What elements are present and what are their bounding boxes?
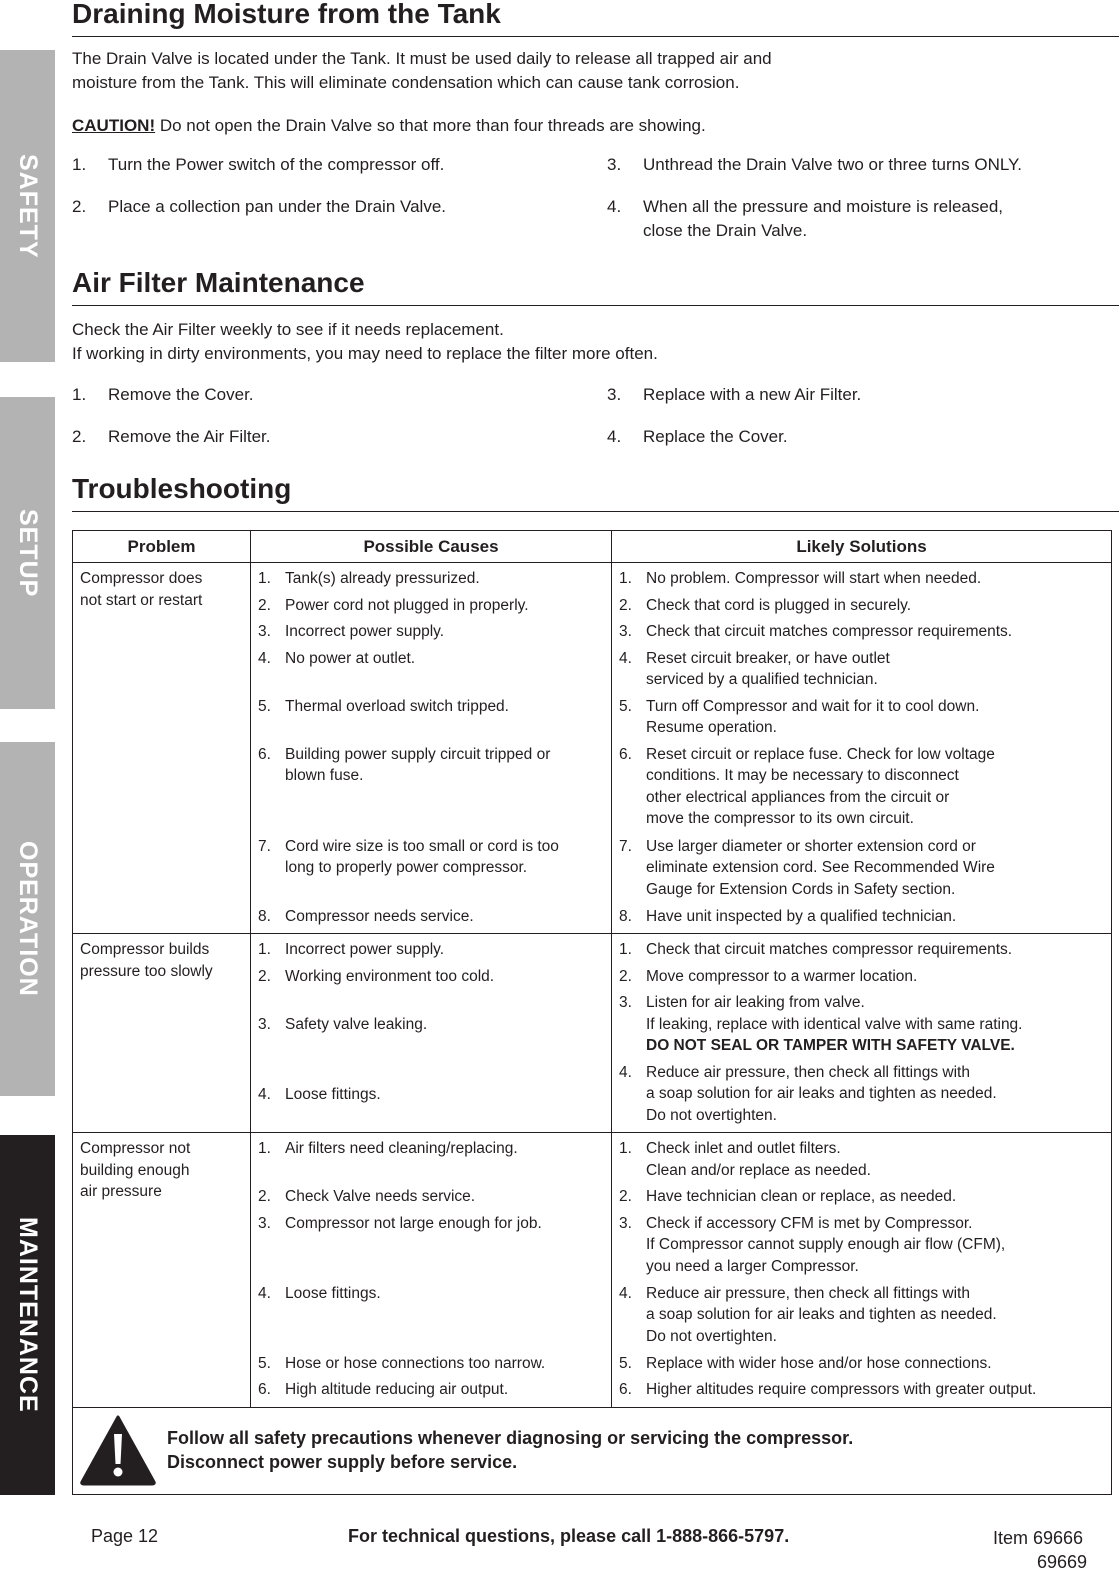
tab-setup-label: SETUP xyxy=(14,508,42,598)
item-text: Working environment too cold. xyxy=(285,967,495,985)
cause-item xyxy=(258,1186,605,1208)
item-num: 6. xyxy=(619,745,632,763)
cause-item xyxy=(258,1138,605,1186)
item-text: Higher altitudes require compressors with greater output. xyxy=(646,1381,1037,1398)
item-line: other electrical appliances from the circuit or xyxy=(646,788,950,806)
item-text: Compressor not large enough for job. xyxy=(285,1214,542,1232)
item-num: 6. xyxy=(258,1381,271,1398)
cause-item xyxy=(258,1213,605,1283)
item-text: Compressor needs service. xyxy=(285,907,474,925)
item-text: Thermal overload switch tripped. xyxy=(285,697,509,715)
item-line: Reset circuit or replace fuse. Check for low voltage xyxy=(646,745,995,763)
drain-step-1-num: 1. xyxy=(72,155,87,174)
draining-intro xyxy=(72,47,772,95)
item-text: Have technician clean or replace, as needed. xyxy=(646,1188,957,1205)
filter-step-2 xyxy=(72,425,271,449)
item-line: a soap solution for air leaks and tighten as needed. xyxy=(646,1085,997,1102)
problem-cell xyxy=(73,563,251,934)
item-text: Check that cord is plugged in securely. xyxy=(646,596,912,614)
item-num: 4. xyxy=(258,649,271,667)
tab-operation-label: OPERATION xyxy=(14,841,42,997)
item-num: 5. xyxy=(619,1354,632,1372)
causes-cell xyxy=(251,934,612,1133)
solution-item xyxy=(619,595,1105,617)
solution-item xyxy=(619,836,1105,906)
item-line: blown fuse. xyxy=(285,767,364,784)
caution-label: CAUTION! xyxy=(72,116,156,135)
item-num: 3. xyxy=(258,623,271,640)
solution-item xyxy=(619,939,1105,961)
item-line: DO NOT SEAL OR TAMPER WITH SAFETY VALVE. xyxy=(646,1037,1015,1054)
tab-safety-label: SAFETY xyxy=(14,153,42,259)
item-num: 1. xyxy=(619,570,632,587)
item-num: 8. xyxy=(258,907,271,925)
filter-step-2-num: 2. xyxy=(72,427,87,446)
solution-item xyxy=(619,744,1105,836)
warning-cell xyxy=(73,1407,1112,1494)
item-line: a soap solution for air leaks and tighten as needed. xyxy=(646,1306,997,1323)
item-line: If leaking, replace with identical valve with same rating. xyxy=(646,1015,1023,1033)
problem-cell xyxy=(73,1133,251,1408)
item-line: Check inlet and outlet filters. xyxy=(646,1140,841,1157)
filter-step-1 xyxy=(72,383,254,407)
warning-box xyxy=(79,1414,1105,1486)
air-filter-intro xyxy=(72,318,658,366)
warning-text xyxy=(167,1426,853,1474)
cause-item xyxy=(258,1014,605,1084)
item-text: Loose fittings. xyxy=(285,1086,381,1103)
drain-step-1-text: Turn the Power switch of the compressor off. xyxy=(108,155,445,174)
cause-item xyxy=(258,696,605,744)
draining-heading: Draining Moisture from the Tank xyxy=(72,0,1119,37)
solution-item xyxy=(619,621,1105,643)
header-problem: Problem xyxy=(73,531,251,563)
warning-row xyxy=(73,1407,1112,1494)
item-text: Safety valve leaking. xyxy=(285,1016,428,1033)
item-text: Have unit inspected by a qualified technician. xyxy=(646,907,957,925)
problem-line: not start or restart xyxy=(80,591,203,609)
drain-step-2-text: Place a collection pan under the Drain Valve. xyxy=(108,197,446,216)
filter-step-1-text: Remove the Cover. xyxy=(108,385,254,404)
troubleshooting-heading: Troubleshooting xyxy=(72,473,1119,512)
solution-item xyxy=(619,906,1105,928)
item-line: Listen for air leaking from valve. xyxy=(646,994,865,1011)
tab-maintenance-label: MAINTENANCE xyxy=(14,1217,42,1413)
item-num: 2. xyxy=(619,596,632,614)
causes-cell xyxy=(251,563,612,934)
header-causes: Possible Causes xyxy=(251,531,612,563)
item-num: 7. xyxy=(258,837,271,855)
item-num: 4. xyxy=(619,1063,632,1081)
item-num: 1. xyxy=(258,1140,271,1157)
solution-item xyxy=(619,696,1105,744)
item-text: Power cord not plugged in properly. xyxy=(285,596,529,614)
cause-item xyxy=(258,1353,605,1375)
item-text: Loose fittings. xyxy=(285,1284,381,1302)
item-num: 2. xyxy=(258,1188,271,1205)
filter-step-3 xyxy=(607,383,1107,407)
solution-item xyxy=(619,1283,1105,1353)
item-num: 3. xyxy=(258,1214,271,1232)
table-row xyxy=(73,1133,1112,1408)
item-line: you need a larger Compressor. xyxy=(646,1257,859,1275)
item-number-line2: 69669 xyxy=(1037,1552,1088,1572)
item-text: Check that circuit matches compressor requirements. xyxy=(646,941,1013,958)
item-num: 1. xyxy=(258,570,271,587)
drain-step-4-num: 4. xyxy=(607,197,622,216)
item-line: Use larger diameter or shorter extension cord or xyxy=(646,837,976,855)
drain-step-4-line2: close the Drain Valve. xyxy=(643,221,808,240)
item-text: Replace with wider hose and/or hose connections. xyxy=(646,1354,992,1372)
item-num: 8. xyxy=(619,907,632,925)
draining-intro-line2: moisture from the Tank. This will eliminate condensation which can cause tank corrosion. xyxy=(72,73,740,92)
drain-step-2-num: 2. xyxy=(72,197,87,216)
item-num: 1. xyxy=(619,941,632,958)
item-text: Air filters need cleaning/replacing. xyxy=(285,1140,518,1157)
tech-support-line: For technical questions, please call 1-888-866-5797. xyxy=(348,1526,790,1546)
causes-cell xyxy=(251,1133,612,1408)
item-line: If Compressor cannot supply enough air flow (CFM), xyxy=(646,1236,1006,1253)
drain-step-3-text: Unthread the Drain Valve two or three turns ONLY. xyxy=(643,155,1022,174)
item-line: Gauge for Extension Cords in Safety section. xyxy=(646,880,956,898)
solutions-cell xyxy=(612,563,1112,934)
troubleshooting-table xyxy=(72,530,1112,1495)
item-num: 3. xyxy=(258,1016,271,1033)
item-line: serviced by a qualified technician. xyxy=(646,671,878,688)
item-num: 5. xyxy=(258,1354,271,1372)
filter-step-1-num: 1. xyxy=(72,385,87,404)
problem-line: pressure too slowly xyxy=(80,962,213,980)
item-num: 5. xyxy=(619,697,632,715)
item-num: 6. xyxy=(258,745,271,763)
solution-item xyxy=(619,1213,1105,1283)
cause-item xyxy=(258,568,605,590)
item-num: 3. xyxy=(619,994,632,1011)
cause-item xyxy=(258,966,605,988)
item-text: Move compressor to a warmer location. xyxy=(646,967,918,985)
cause-item xyxy=(258,621,605,643)
cause-item xyxy=(258,744,605,836)
item-text: Hose or hose connections too narrow. xyxy=(285,1354,546,1372)
table-header-row xyxy=(73,531,1112,563)
tab-operation xyxy=(0,742,55,1096)
problem-line: building enough xyxy=(80,1161,190,1179)
filter-step-4 xyxy=(607,425,1107,449)
solution-item xyxy=(619,568,1105,590)
tab-safety xyxy=(0,50,55,362)
item-text: No power at outlet. xyxy=(285,649,416,667)
problem-line: Compressor builds xyxy=(80,941,210,958)
item-text: Incorrect power supply. xyxy=(285,941,445,958)
item-num: 2. xyxy=(258,967,271,985)
item-num: 6. xyxy=(619,1381,632,1398)
solution-item xyxy=(619,648,1105,696)
item-line: Reset circuit breaker, or have outlet xyxy=(646,649,890,667)
solutions-cell xyxy=(612,934,1112,1133)
solution-item xyxy=(619,1138,1105,1186)
drain-step-1 xyxy=(72,153,444,177)
air-filter-intro-line2: If working in dirty environments, you may need to replace the filter more often. xyxy=(72,344,658,363)
item-text: Check Valve needs service. xyxy=(285,1188,476,1205)
table-row xyxy=(73,563,1112,934)
cause-item xyxy=(258,1283,605,1353)
problem-line: Compressor not xyxy=(80,1140,191,1157)
item-line: conditions. It may be necessary to disconnect xyxy=(646,767,959,784)
solutions-cell xyxy=(612,1133,1112,1408)
drain-step-2 xyxy=(72,195,446,219)
item-num: 7. xyxy=(619,837,632,855)
drain-step-3-num: 3. xyxy=(607,155,622,174)
item-num: 3. xyxy=(619,1214,632,1232)
caution-text: Do not open the Drain Valve so that more than four threads are showing. xyxy=(155,116,706,135)
page-number: Page 12 xyxy=(91,1526,159,1546)
item-text: No problem. Compressor will start when needed. xyxy=(646,570,982,587)
solution-item xyxy=(619,1353,1105,1375)
cause-item xyxy=(258,906,605,928)
item-num: 2. xyxy=(258,596,271,614)
item-text: Incorrect power supply. xyxy=(285,623,445,640)
item-text: High altitude reducing air output. xyxy=(285,1381,509,1398)
item-line: Do not overtighten. xyxy=(646,1106,777,1124)
item-num: 2. xyxy=(619,967,632,985)
filter-step-4-text: Replace the Cover. xyxy=(643,427,788,446)
solution-item xyxy=(619,966,1105,988)
cause-item xyxy=(258,836,605,906)
filter-step-2-text: Remove the Air Filter. xyxy=(108,427,271,446)
solution-item xyxy=(619,1186,1105,1208)
item-line: Check if accessory CFM is met by Compressor. xyxy=(646,1214,973,1232)
item-line: Resume operation. xyxy=(646,719,777,736)
header-solutions: Likely Solutions xyxy=(612,531,1112,563)
cause-item xyxy=(258,1084,605,1106)
cause-item xyxy=(258,648,605,696)
tab-setup xyxy=(0,397,55,709)
item-line: move the compressor to its own circuit. xyxy=(646,810,914,827)
problem-line: Compressor does xyxy=(80,570,203,587)
item-line: Reduce air pressure, then check all fittings with xyxy=(646,1284,970,1302)
item-line: Building power supply circuit tripped or xyxy=(285,745,551,763)
solution-item xyxy=(619,1379,1105,1401)
filter-step-4-num: 4. xyxy=(607,427,622,446)
cause-item xyxy=(258,595,605,617)
cause-item xyxy=(258,1379,605,1401)
cause-item xyxy=(258,939,605,961)
draining-intro-line1: The Drain Valve is located under the Tank. It must be used daily to release all trapped air and xyxy=(72,49,772,68)
item-text: Tank(s) already pressurized. xyxy=(285,570,480,587)
item-line: Turn off Compressor and wait for it to cool down. xyxy=(646,697,980,715)
tab-maintenance xyxy=(0,1135,55,1495)
item-line: Cord wire size is too small or cord is too xyxy=(285,837,559,855)
filter-step-3-num: 3. xyxy=(607,385,622,404)
item-number-line1: Item 69666 xyxy=(993,1528,1084,1548)
warning-line2: Disconnect power supply before service. xyxy=(167,1451,518,1472)
item-num: 4. xyxy=(258,1086,271,1103)
item-line: Clean and/or replace as needed. xyxy=(646,1161,871,1179)
item-num: 1. xyxy=(619,1140,632,1157)
item-line: long to properly power compressor. xyxy=(285,859,528,876)
item-num: 2. xyxy=(619,1188,632,1205)
item-text: Check that circuit matches compressor requirements. xyxy=(646,623,1013,640)
air-filter-intro-line1: Check the Air Filter weekly to see if it needs replacement. xyxy=(72,320,504,339)
solution-item xyxy=(619,992,1105,1057)
solution-item xyxy=(619,1062,1105,1127)
warning-line1: Follow all safety precautions whenever diagnosing or servicing the compressor. xyxy=(167,1427,854,1448)
item-num: 4. xyxy=(258,1284,271,1302)
drain-step-4-line1: When all the pressure and moisture is released, xyxy=(643,197,1004,216)
drain-step-3 xyxy=(607,153,1107,177)
drain-step-4 xyxy=(607,195,1107,243)
item-num: 1. xyxy=(258,941,271,958)
problem-line: air pressure xyxy=(80,1183,162,1200)
air-filter-heading: Air Filter Maintenance xyxy=(72,267,1119,306)
item-numbers xyxy=(993,1526,1087,1574)
item-num: 3. xyxy=(619,623,632,640)
item-line: eliminate extension cord. See Recommended Wire xyxy=(646,859,995,876)
caution-note xyxy=(72,114,706,138)
item-num: 4. xyxy=(619,1284,632,1302)
item-line: Do not overtighten. xyxy=(646,1327,777,1345)
item-num: 5. xyxy=(258,697,271,715)
warning-icon xyxy=(79,1414,157,1486)
filter-step-3-text: Replace with a new Air Filter. xyxy=(643,385,862,404)
problem-cell xyxy=(73,934,251,1133)
table-row xyxy=(73,934,1112,1133)
item-line: Reduce air pressure, then check all fittings with xyxy=(646,1063,970,1081)
item-num: 4. xyxy=(619,649,632,667)
